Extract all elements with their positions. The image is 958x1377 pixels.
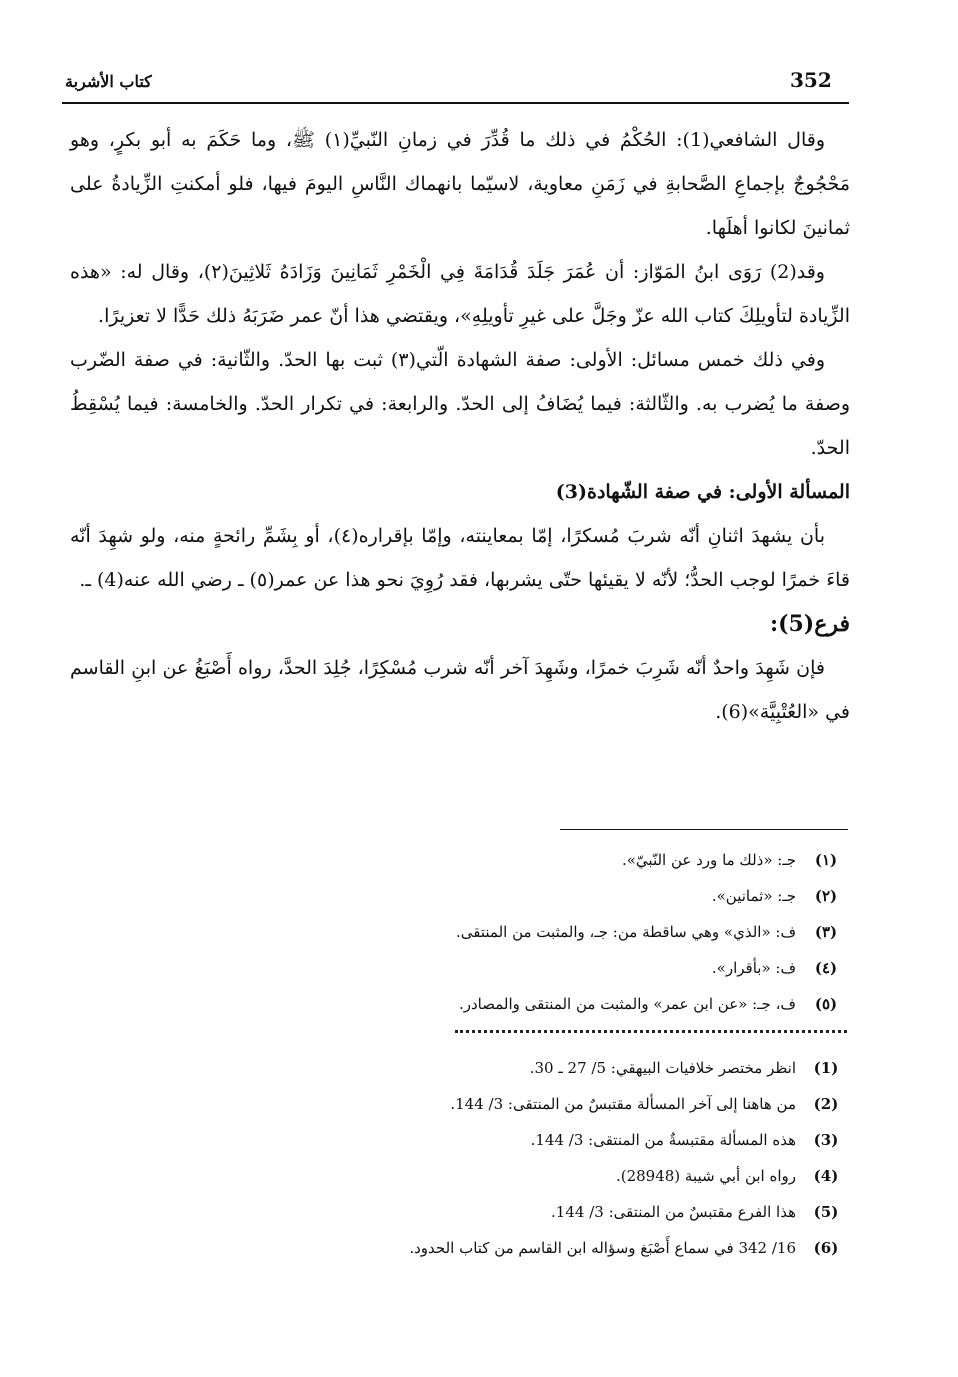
footnote-number: (١) — [814, 851, 838, 869]
footnote-number: (4) — [813, 1167, 839, 1185]
footnote-text: هذه المسألة مقتبسةٌ من المنتقى: 3/ 144. — [530, 1131, 796, 1149]
paragraph: وقد(2) رَوَى ابنُ المَوّاز: أن عُمَرَ جَلَدَ قُدَامَةَ فِي الْخَمْرِ ثَمَانِينَ وَزَادَهُ ثَلاثِينَ(٢)، وقال له: «هذه الزِّيادة لتأويلِكَ كتاب الله عزّ وجَلَّ على غيرِ تأويلِهِ»، ويقتضي هذا أنّ عمر ضَرَبَهُ ذلك حَدًّا لا تعزيرًا. — [70, 261, 850, 327]
footnote-number: (2) — [813, 1095, 839, 1113]
footnote — [70, 950, 850, 986]
reference-footnotes — [70, 1050, 850, 1266]
main-text — [70, 118, 850, 734]
footnote — [70, 986, 850, 1022]
footnote-text: رواه ابن أبي شيبة (28948). — [615, 1167, 796, 1185]
footnote-number: (6) — [813, 1239, 839, 1257]
footnote — [70, 1230, 850, 1266]
footnote — [70, 1086, 850, 1122]
paragraph: وفي ذلك خمس مسائل: الأولى: صفة الشهادة الّتي(٣) ثبت بها الحدّ. والثّانية: في صفة الضّرب وصفة ما يُضرب به. والثّالثة: فيما يُضَافُ إلى الحدّ. والرابعة: في تكرار الحدّ. والخامسة: فيما يُسْقِطُ الحدّ. — [70, 349, 850, 459]
footnote-number: (٣) — [814, 923, 838, 941]
footnote — [70, 1122, 850, 1158]
paragraph: فإن شَهِدَ واحدٌ أنّه شَرِبَ خمرًا، وشَهِدَ آخر أنّه شرب مُسْكِرًا، جُلِدَ الحدَّ، رواه أَصْبَغُ عن ابنِ القاسم في «العُتْبِيَّة»(6). — [70, 657, 850, 723]
footnote — [70, 1050, 850, 1086]
variant-footnotes — [70, 842, 850, 1022]
footnote-text: ف، جـ: «عن ابن عمر» والمثبت من المنتقى والمصادر. — [458, 995, 796, 1013]
header-rule — [62, 102, 849, 104]
subsection-heading: فرع(5): — [769, 611, 850, 637]
footnote-number: (5) — [813, 1203, 839, 1221]
footnote-text: جـ: «ثمانين». — [711, 887, 796, 905]
footnote-text: 16/ 342 في سماع أَصْبَغ وسؤاله ابن القاسم من كتاب الحدود. — [409, 1239, 796, 1257]
footnote — [70, 842, 850, 878]
footnote-text: جـ: «ذلك ما ورد عن النّبيّ». — [621, 851, 796, 869]
running-title: كتاب الأشربة — [65, 72, 152, 91]
footnote-rule — [560, 829, 848, 830]
footnote-number: (٤) — [814, 959, 838, 977]
footnote-number: (٢) — [814, 887, 838, 905]
footnote-number: (٥) — [814, 995, 838, 1013]
footnote-number: (3) — [813, 1131, 839, 1149]
page-number: 352 — [790, 68, 832, 92]
section-heading: المسألة الأولى: في صفة الشّهادة(3) — [555, 481, 850, 503]
footnote — [70, 878, 850, 914]
footnote-text: انظر مختصر خلافيات البيهقي: 5/ 27 ـ 30. — [529, 1059, 796, 1077]
footnote-text: هذا الفرع مقتبسٌ من المنتقى: 3/ 144. — [551, 1203, 796, 1221]
footnote-text: ف: «الذي» وهي ساقطة من: جـ، والمثبت من المنتقى. — [456, 923, 796, 941]
footnote-text: من هاهنا إلى آخر المسألة مقتبسٌ من المنتقى: 3/ 144. — [450, 1095, 796, 1113]
paragraph: بأن يشهدَ اثنانِ أنّه شربَ مُسكرًا، إمّا بمعاينته، وإمّا بإقراره(٤)، أو بِشَمِّ رائحةٍ منه، ولو شهِدَ أنّه قاءَ خمرًا لوجب الحدُّ؛ لأنّه لا يقيئها حتّى يشربها، فقد رُوِيَ نحو هذا عن عمر(٥) ـ رضي الله عنه(4) ـ. — [70, 525, 850, 591]
paragraph: وقال الشافعي(1): الحُكْمُ في ذلك ما قُدِّرَ في زمانِ النّبيِّ(١) ﷺ، وما حَكَمَ به أبو بكرٍ، وهو مَحْجُوجٌ بإجماعِ الصَّحابةِ في زَمَنِ معاوية، لاسيّما بانهماك النَّاسِ اليومَ فيها، فلو أمكنتِ الزِّيادةُ على ثمانينَ لكانوا أهلَها. — [70, 129, 850, 239]
footnote — [70, 914, 850, 950]
footnote — [70, 1194, 850, 1230]
footnote-number: (1) — [813, 1059, 839, 1077]
dotted-separator — [455, 1030, 847, 1033]
footnote — [70, 1158, 850, 1194]
footnote-text: ف: «بأقرار». — [711, 959, 796, 977]
